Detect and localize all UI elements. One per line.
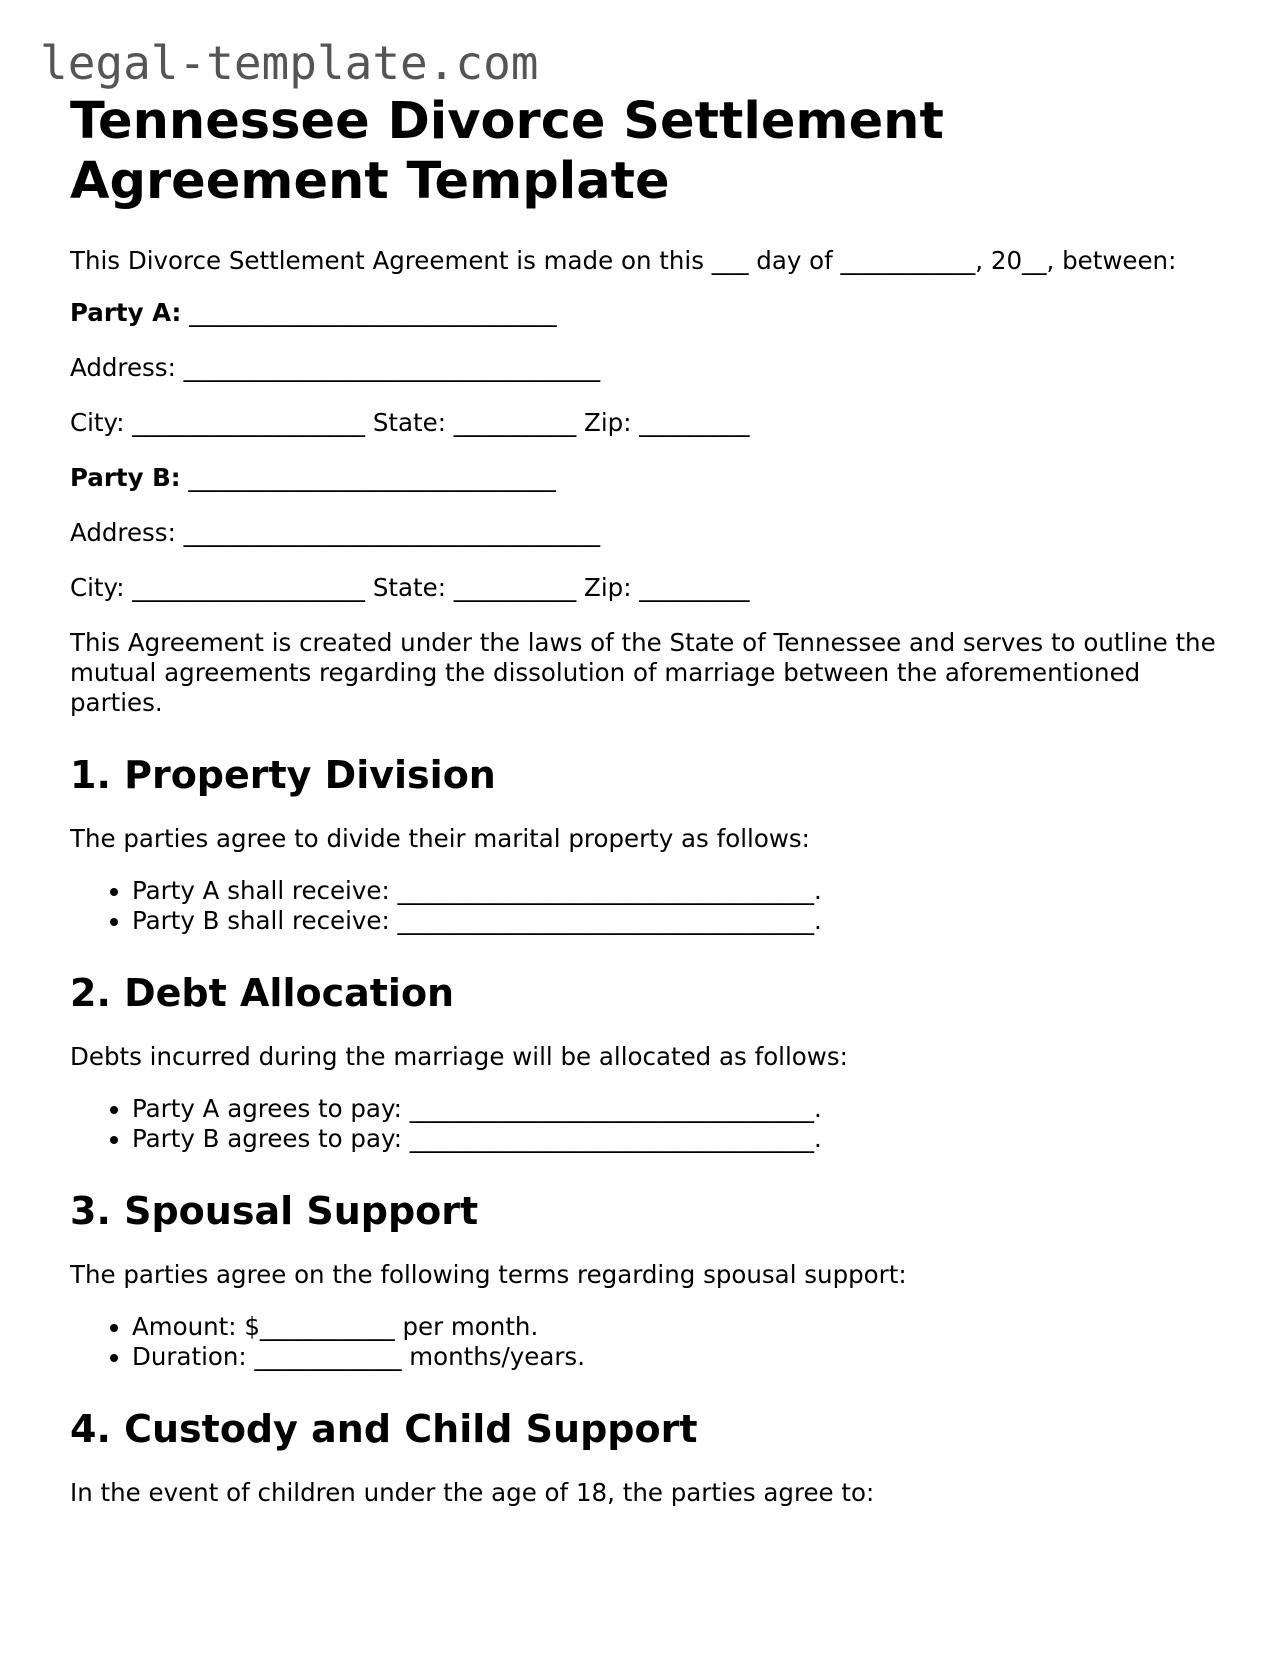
intro-paragraph: This Divorce Settlement Agreement is made on this ___ day of ___________, 20__, between: (70, 246, 1177, 275)
section-heading-spousal: 3. Spousal Support (70, 1189, 479, 1233)
party-a-zip-field[interactable]: _________ (639, 408, 750, 437)
party-a-city-label: City: (70, 408, 125, 437)
party-b-zip-label: Zip: (584, 573, 632, 602)
party-b-zip-field[interactable]: _________ (639, 573, 750, 602)
party-b-label: Party B: (70, 463, 181, 492)
section-text-spousal: The parties agree on the following terms regarding spousal support: (70, 1260, 907, 1289)
party-a-address-field[interactable]: __________________________________ (183, 353, 601, 382)
document-page (70, 92, 1220, 1530)
section-text-property: The parties agree to divide their marital property as follows: (70, 824, 810, 853)
party-a-name-field[interactable]: ______________________________ (189, 298, 557, 327)
party-a-zip-label: Zip: (584, 408, 632, 437)
list-item[interactable]: • Party A agrees to pay: _________________________________. (132, 1094, 1220, 1124)
list-item[interactable]: • Party B agrees to pay: _________________________________. (132, 1124, 1220, 1154)
watermark-logo: legal-template.com (40, 36, 539, 90)
party-b-address-label: Address: (70, 518, 176, 547)
party-b-city-row (70, 573, 1220, 603)
list-item[interactable]: • Duration: ____________ months/years. (132, 1342, 1220, 1372)
party-a-address-row (70, 353, 1220, 383)
party-b-state-label: State: (372, 573, 446, 602)
party-a-address-label: Address: (70, 353, 176, 382)
party-a-city-row (70, 408, 1220, 438)
list-item[interactable]: • Party B shall receive: __________________________________. (132, 906, 1220, 936)
party-a-state-field[interactable]: __________ (453, 408, 577, 437)
party-b-city-label: City: (70, 573, 125, 602)
list-item[interactable]: • Party A shall receive: __________________________________. (132, 876, 1220, 906)
section-heading-custody: 4. Custody and Child Support (70, 1407, 698, 1451)
section-heading-debt: 2. Debt Allocation (70, 971, 455, 1015)
party-b-address-field[interactable]: __________________________________ (183, 518, 601, 547)
party-b-address-row (70, 518, 1220, 548)
spousal-list (70, 1312, 1220, 1372)
party-b-name-row (70, 463, 1220, 493)
party-b-state-field[interactable]: __________ (453, 573, 577, 602)
section-heading-property: 1. Property Division (70, 753, 496, 797)
party-a-state-label: State: (372, 408, 446, 437)
party-a-name-row (70, 298, 1220, 328)
law-statement: This Agreement is created under the laws of the State of Tennessee and serves to outline the mutual agreements regarding the dissolution of marriage between the aforementioned parties. (70, 628, 1216, 717)
document-title: Tennessee Divorce Settlement Agreement Template (70, 92, 944, 211)
party-a-city-field[interactable]: ___________________ (132, 408, 366, 437)
section-text-custody: In the event of children under the age of 18, the parties agree to: (70, 1478, 875, 1507)
list-item[interactable]: • Amount: $___________ per month. (132, 1312, 1220, 1342)
section-text-debt: Debts incurred during the marriage will be allocated as follows: (70, 1042, 848, 1071)
party-b-name-field[interactable]: ______________________________ (188, 463, 556, 492)
party-b-city-field[interactable]: ___________________ (132, 573, 366, 602)
debt-list (70, 1094, 1220, 1154)
property-list (70, 876, 1220, 936)
party-a-label: Party A: (70, 298, 182, 327)
